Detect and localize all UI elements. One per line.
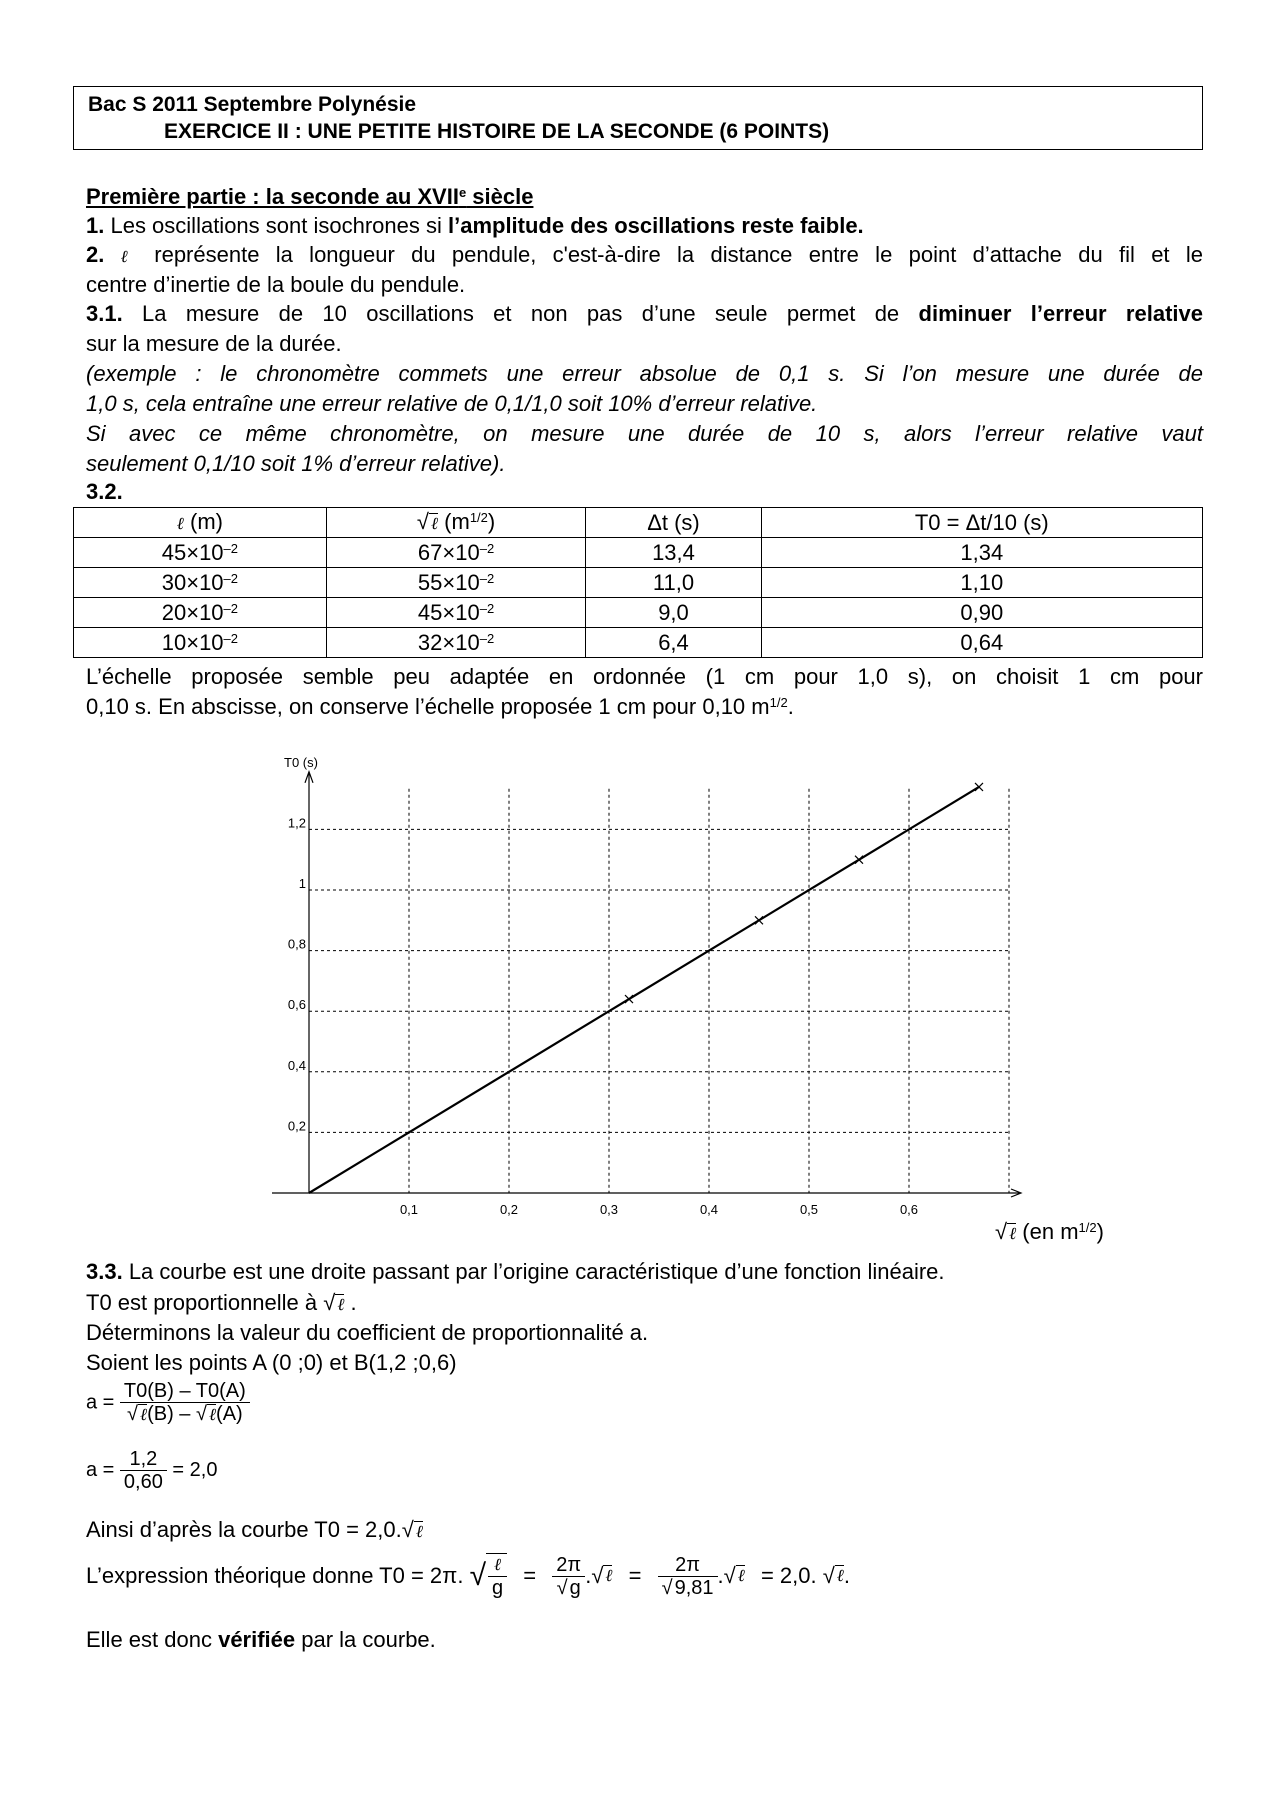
scale-text-end: . [787,694,794,719]
formula-value-lhs: a = [86,1459,115,1481]
y-tick-label: 0,6 [287,997,306,1013]
theory-lhs: L’expression théorique donne T0 = 2π. [86,1563,464,1588]
equals-sign: = [523,1563,537,1588]
theory-fraction-3 [658,1554,718,1599]
cell-sqrt-exp: –2 [479,540,495,556]
formula-a-denominator [120,1403,250,1426]
cell-dt: 9,0 [586,598,761,628]
sqrt-icon: √ [661,1576,673,1599]
q33-curve-text: Ainsi d’après la courbe T0 = 2,0. [86,1517,402,1542]
sqrt-icon: √ [323,1290,336,1315]
dot-operator: . [585,1563,592,1588]
sqrt-icon: √ [556,1576,568,1599]
scale-text-sup: 1/2 [769,695,788,710]
y-tick-label: 1,2 [287,815,306,831]
x-tick-label: 0,5 [799,1202,819,1217]
theory-fraction-1 [486,1553,507,1599]
cell-sqrt-exp: –2 [479,570,495,586]
ell-symbol: ℓ [120,247,138,267]
theory-fraction-3-num: 2π [658,1554,718,1577]
header-line-1: Bac S 2011 Septembre Polynésie [88,93,417,116]
theory-fraction-2-den [552,1577,585,1599]
q33-line-2-text: T0 est proportionnelle à [86,1290,324,1315]
cell-length-base: 45×10 [161,539,224,565]
example-line-1: (exemple : le chronomètre commets une erreur absolue de 0,1 s. Si l’on mesure une durée de [86,361,1203,386]
part1-heading-end: siècle [466,184,534,209]
x-tick-label: 0,1 [399,1202,419,1217]
chart-grid [309,789,1009,1193]
formula-value-rhs: = 2,0 [172,1459,218,1481]
q31-bold: diminuer l’erreur relative [918,301,1203,326]
header-line-2: EXERCICE II : UNE PETITE HISTOIRE DE LA SECONDE (6 POINTS) [164,120,830,143]
regression-line [309,787,979,1193]
cell-length-exp: –2 [223,600,239,616]
dot-operator: . [843,1563,851,1588]
cell-length-base: 20×10 [161,599,224,625]
part1-heading-text: Première partie : la seconde au XVII [86,184,459,209]
theory-result: = 2,0. [760,1563,817,1588]
sqrt-icon: √ [195,1403,207,1425]
cell-dt: 11,0 [586,568,761,598]
sqrt-icon: √ [401,1517,414,1542]
scale-text-line-1: L’échelle proposée semble peu adaptée en ordonnée (1 cm pour 1,0 s), on choisit 1 cm pour [86,664,1203,689]
answer-3-1-line-2: sur la mesure de la durée. [86,331,342,356]
theoretical-expression [86,1553,850,1599]
cell-sqrt-base: 67×10 [417,539,480,565]
formula-a-den-end: (A) [216,1403,243,1425]
q2-number: 2. [86,242,105,267]
q33-line-2-end: . [344,1290,357,1315]
formula-value-denominator: 0,60 [123,1471,163,1493]
header-sqrt-close: ) [487,508,496,534]
x-tick-label: 0,6 [899,1202,919,1217]
conclusion-bold: vérifiée [218,1627,296,1652]
cell-t0: 1,10 [761,568,1202,598]
header-length-unit: (m) [183,508,223,534]
example-line-2: 1,0 s, cela entraîne une erreur relative de 0,1/1,0 soit 10% d’erreur relative. [86,391,818,416]
q1-text: Les oscillations sont isochrones si [104,213,448,238]
q1-number: 1. [86,213,105,238]
formula-a-lhs: a = [86,1391,115,1414]
header-t0: T0 = Δt/10 (s) [761,508,1202,538]
q33-number: 3.3. [86,1259,123,1284]
q2-text-a: représente la longueur du pendule, c'est-à-dire la distance entre le point d’attache du fil et le [137,242,1203,267]
x-axis-label-sup: 1/2 [1078,1220,1097,1235]
cell-length-exp: –2 [223,570,239,586]
sqrt-icon: √ [995,1219,1008,1244]
q1-bold: l’amplitude des oscillations reste faible. [447,213,864,238]
cell-sqrt-base: 45×10 [417,599,480,625]
ell-symbol: ℓ [415,1522,423,1542]
header-sqrt-unit: (m [438,508,470,534]
cell-length-base: 10×10 [161,629,224,655]
cell-length-exp: –2 [223,630,239,646]
ell-symbol: ℓ [836,1566,844,1586]
ell-symbol: ℓ [430,513,439,534]
header-dt: Δt (s) [586,508,761,538]
q31-number: 3.1. [86,301,123,326]
data-point-cross-icon [625,995,633,1003]
theory-fraction-3-den [658,1577,718,1599]
example-line-4: seulement 0,1/10 soit 1% d’erreur relative). [86,451,506,476]
example-line-3: Si avec ce même chronomètre, on mesure une durée de 10 s, alors l’erreur relative vaut [86,421,1203,446]
formula-a-value [86,1448,217,1493]
cell-length-base: 30×10 [161,569,224,595]
part1-heading-sup: e [458,185,467,200]
ell-symbol: ℓ [1009,1224,1017,1244]
theory-fraction-2-num: 2π [552,1554,585,1577]
sqrt-icon: √ [591,1563,604,1588]
theory-fraction-2 [552,1554,585,1599]
theory-fraction-1-den: g [492,1577,504,1599]
equals-sign: = [628,1563,642,1588]
formula-a-den-mid: (B) – [147,1403,196,1425]
ell-symbol: ℓ [139,1405,148,1425]
conclusion-text-b: par la courbe. [295,1627,436,1652]
y-tick-label: 0,2 [287,1118,306,1134]
ell-symbol: ℓ [605,1566,613,1586]
header-sqrt-sup: 1/2 [469,509,488,525]
sqrt-icon: √ [723,1563,736,1588]
x-axis-label [995,1217,1104,1249]
conclusion-line [86,1625,1203,1655]
cell-t0: 0,90 [761,598,1202,628]
formula-a-definition [86,1380,250,1426]
conclusion-text-a: Elle est donc [86,1627,219,1652]
cell-length-exp: –2 [223,540,239,556]
cell-sqrt-exp: –2 [479,630,495,646]
cell-t0: 0,64 [761,628,1202,658]
ell-symbol: ℓ [488,1554,507,1577]
answer-3-3-line-1 [86,1257,1203,1287]
ell-symbol: ℓ [176,513,184,534]
data-point-cross-icon [755,916,763,924]
cell-dt: 6,4 [586,628,761,658]
cell-dt: 13,4 [586,538,761,568]
theory-fraction-3-den-value: 9,81 [674,1576,714,1599]
sqrt-icon: √ [126,1403,138,1425]
sqrt-icon: √ [469,1559,487,1592]
formula-value-numerator: 1,2 [120,1448,167,1471]
q33-text: La courbe est une droite passant par l’origine caractéristique d’une fonction linéaire. [122,1259,945,1284]
y-tick-label: 1 [298,876,306,891]
q32-number: 3.2. [86,479,123,504]
chart-ticks [288,815,918,1217]
cell-sqrt-base: 55×10 [417,569,480,595]
ell-symbol: ℓ [737,1566,745,1586]
answer-3-3-line-5 [86,1515,1203,1547]
y-tick-label: 0,8 [287,936,306,952]
y-axis-label: T0 (s) [284,755,318,770]
data-point-cross-icon [975,783,983,791]
answer-3-3-line-3: Déterminons la valeur du coefficient de proportionnalité a. [86,1320,649,1345]
formula-a-fraction [120,1380,250,1426]
ell-symbol: ℓ [208,1405,217,1425]
theory-fraction-2-den-value: g [569,1576,581,1599]
ell-symbol: ℓ [337,1295,345,1315]
chart-fit-line [309,787,979,1193]
cell-sqrt-exp: –2 [479,600,495,616]
x-axis-label-text: (en m [1016,1219,1079,1244]
sqrt-icon: √ [822,1563,835,1588]
formula-value-fraction [120,1448,167,1493]
x-axis-label-close: ) [1096,1219,1104,1244]
answer-3-3-line-2 [86,1288,1203,1320]
dot-operator: . [717,1563,724,1588]
formula-a-numerator: T0(B) – T0(A) [120,1380,250,1403]
cell-t0: 1,34 [761,538,1202,568]
cell-sqrt-base: 32×10 [417,629,480,655]
x-tick-label: 0,3 [599,1202,619,1217]
data-point-cross-icon [855,856,863,864]
sqrt-icon: √ [416,508,429,534]
answer-3-3-line-4: Soient les points A (0 ;0) et B(1,2 ;0,6) [86,1350,457,1375]
q31-text-a: La mesure de 10 oscillations et non pas d’une seule permet de [122,301,919,326]
x-tick-label: 0,4 [699,1202,719,1217]
answer-2-line-2: centre d’inertie de la boule du pendule. [86,272,466,297]
x-tick-label: 0,2 [499,1202,519,1217]
scale-text-line-2-main: 0,10 s. En abscisse, on conserve l’échelle proposée 1 cm pour 0,10 m [86,694,770,719]
y-tick-label: 0,4 [287,1057,306,1073]
